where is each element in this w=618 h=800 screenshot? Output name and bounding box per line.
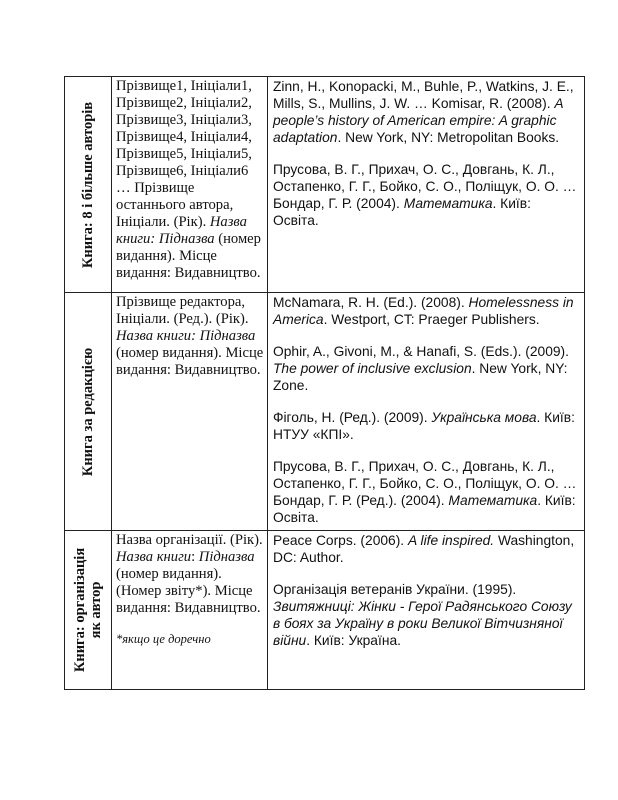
reference-example <box>273 581 580 649</box>
text-segment: Назва організації. (Рік). <box>116 532 263 548</box>
reference-example <box>273 532 580 566</box>
format-cell <box>112 293 268 531</box>
italic-text: Звитяжниці: Жінки - Герої Радянського Союзу в боях за Україну в роки Великої Вітчизняної війни <box>273 599 572 648</box>
text-segment: Прізвище редактора, Ініціали. (Ред.). (Рік). <box>116 294 249 327</box>
italic-text: Українська мова <box>431 410 537 425</box>
italic-text: Математика <box>448 493 538 508</box>
reference-example <box>273 294 580 328</box>
examples-cell <box>268 531 585 690</box>
text-segment: . New York, NY: Zone. <box>273 361 568 393</box>
reference-format-table <box>64 76 585 690</box>
table-row <box>65 77 585 293</box>
text-segment: (номер видання). Місце видання: Видавництво. <box>116 231 261 281</box>
text-segment: . Westport, CT: Praeger Publishers. <box>323 312 540 327</box>
reference-example <box>273 409 580 443</box>
table-row <box>65 293 585 531</box>
text-segment: Фіголь, Н. (Ред.). (2009). <box>273 410 432 425</box>
text-segment: Організація ветеранів України. (1995). <box>273 582 517 597</box>
reference-example <box>273 343 580 394</box>
italic-text: Назва книги: Підназва <box>116 328 256 344</box>
footnote: *якщо це доречно <box>116 632 211 646</box>
category-label: Книга: 8 і більше авторів <box>80 101 96 268</box>
text-segment: Washington, DC: Author. <box>273 533 575 565</box>
text-segment: Прізвище1, Ініціали1, Прізвище2, Ініціали2, Прізвище3, Ініціали3, Прізвище4, Ініціали4, Прізвище5, Ініціали5, Прізвище6, Ініціали6 … Прізвище останнього автора, Ініціали. (Рік). <box>116 78 252 230</box>
examples-cell <box>268 77 585 293</box>
reference-example <box>273 161 580 229</box>
text-segment: Прусова, В. Г., Прихач, О. С., Довгань, К. Л., Остапенко, Г. Г., Бойко, С. О., Поліщук, О. О. … Бондар, Г. Р. (Ред.). (2004). <box>273 459 577 508</box>
italic-text: Назва книги: Підназва <box>116 214 247 247</box>
text-segment: Zinn, H., Konopacki, M., Buhle, P., Watkins, J. E., Mills, S., Mullins, J. W. … Komisar, R. (2008). <box>273 79 574 111</box>
text-segment: . Київ: НТУУ «КПІ». <box>273 410 575 442</box>
reference-example <box>273 458 580 526</box>
category-label: Книга: організація як автор <box>72 547 104 673</box>
italic-text: Homelessness in America <box>273 295 574 327</box>
text-segment: . Київ: Освіта. <box>273 493 576 525</box>
category-label: Книга за редакцією <box>80 347 96 476</box>
format-cell <box>112 531 268 690</box>
category-cell <box>65 77 112 293</box>
italic-text: Назва книги <box>116 549 192 565</box>
italic-text: A people’s history of American empire: A graphic adaptation <box>273 96 564 145</box>
italic-text: Математика <box>403 196 493 211</box>
text-segment: . Київ: Освіта. <box>273 196 531 228</box>
examples-cell <box>268 293 585 531</box>
table-row <box>65 531 585 690</box>
italic-text: The power of inclusive exclusion <box>273 361 472 376</box>
format-cell <box>112 77 268 293</box>
italic-text: A life inspired. <box>407 533 495 548</box>
text-segment: Ophir, A., Givoni, M., & Hanafi, S. (Eds.). (2009). <box>273 344 569 359</box>
category-cell <box>65 293 112 531</box>
text-segment: . New York, NY: Metropolitan Books. <box>337 130 560 145</box>
text-segment: Прусова, В. Г., Прихач, О. С., Довгань, К. Л., Остапенко, Г. Г., Бойко, С. О., Поліщук, О. О. … Бондар, Г. Р. (2004). <box>273 162 577 211</box>
text-segment: McNamara, R. H. (Ed.). (2008). <box>273 295 469 310</box>
text-segment: : <box>191 549 199 565</box>
category-cell <box>65 531 112 690</box>
text-segment: . Київ: Україна. <box>306 633 401 648</box>
text-segment: (номер видання). Місце видання: Видавництво. <box>116 345 264 378</box>
reference-example <box>273 78 580 146</box>
italic-text: Підназва <box>198 549 255 565</box>
text-segment: Peace Corps. (2006). <box>273 533 408 548</box>
text-segment: (номер видання). (Номер звіту*). Місце видання: Видавництво. <box>116 566 261 616</box>
